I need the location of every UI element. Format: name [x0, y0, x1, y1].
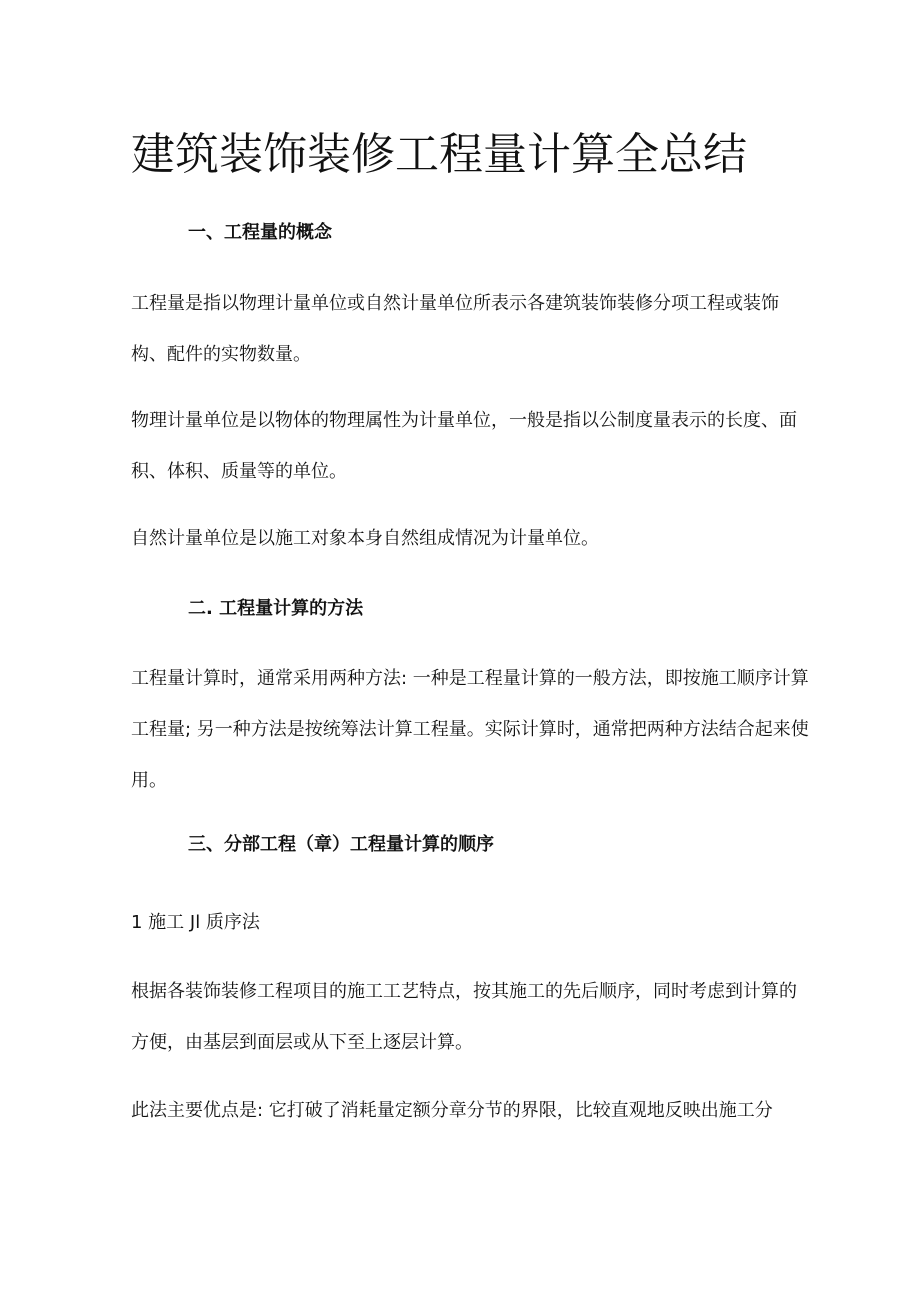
- paragraph-order-description: 根据各装饰装修工程项目的施工工艺特点，按其施工的先后顺序，同时考虑到计算的方便，由基层到面层或从下至上逐层计算。: [131, 981, 797, 1053]
- section-heading-method: 二. 工程量计算的方法: [188, 598, 364, 619]
- subheading-construction-order: 1 施工 Jl 质序法: [131, 912, 260, 933]
- paragraph-natural-unit: 自然计量单位是以施工对象本身自然组成情况为计量单位。: [131, 528, 599, 549]
- paragraph-advantages: 此法主要优点是: 它打破了消耗量定额分章分节的界限，比较直观地反映出施工分: [131, 1100, 773, 1121]
- section-heading-concept: 一、工程量的概念: [188, 222, 332, 243]
- paragraph-definition: 工程量是指以物理计量单位或自然计量单位所表示各建筑装饰装修分项工程或装饰构、配件的实物数量。: [131, 293, 779, 365]
- document-title: 建筑装饰装修工程量计算全总结: [131, 129, 747, 180]
- paragraph-physical-unit: 物理计量单位是以物体的物理属性为计量单位，一般是指以公制度量表示的长度、面积、体积、质量等的单位。: [131, 410, 797, 482]
- paragraph-method: 工程量计算时，通常采用两种方法: 一种是工程量计算的一般方法，即按施工顺序计算工程量; 另一种方法是按统筹法计算工程量。实际计算时，通常把两种方法结合起来使用。: [131, 668, 809, 791]
- section-heading-order: 三、分部工程（章）工程量计算的顺序: [188, 834, 494, 855]
